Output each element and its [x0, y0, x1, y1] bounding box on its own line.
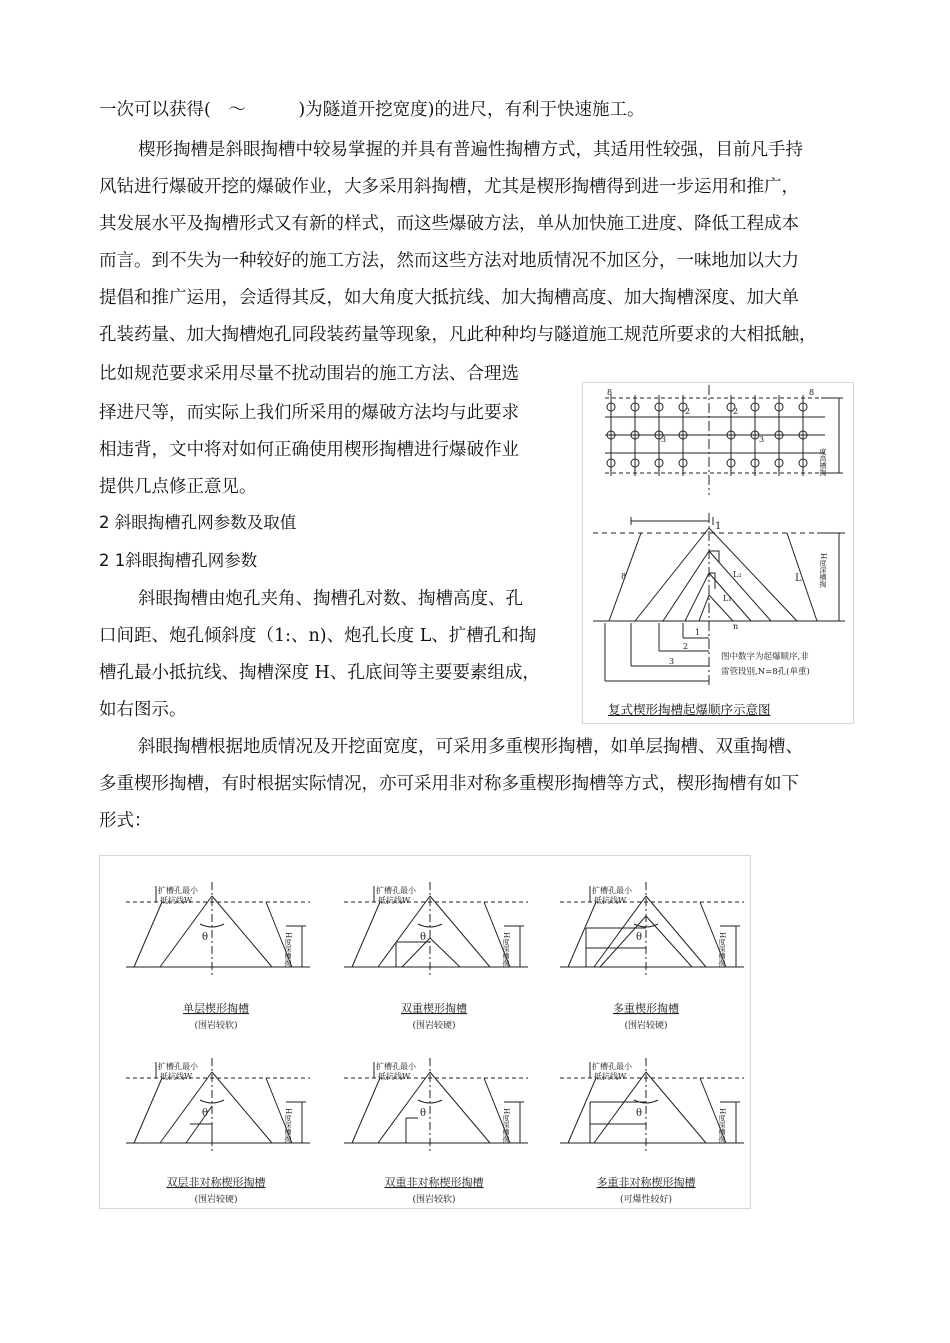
- hole-label: 8: [607, 388, 613, 397]
- text-line: 提供几点修正意见。: [99, 477, 257, 497]
- diagram-note: (可爆性较好): [619, 1195, 673, 1205]
- length-label: L₂: [733, 570, 742, 579]
- min-resistance-label: 抵抗线W: [378, 896, 411, 905]
- blast-sequence-diagram: [583, 383, 853, 723]
- angle-label: θ: [636, 1108, 643, 1119]
- min-resistance-label: 扩槽孔最小: [592, 886, 632, 895]
- wedge-cut-figure: [99, 855, 751, 1209]
- min-resistance-label: 抵抗线W: [160, 896, 193, 905]
- text-line: 而言。到不失为一种较好的施工方法，然而这些方法对地质情况不加区分，一味地加以大力: [99, 251, 799, 271]
- depth-label: H度深槽掏: [502, 932, 510, 967]
- diagram-note: (围岩较硬): [624, 1021, 668, 1031]
- subsection-heading: 2 1斜眼掏槽孔网参数: [99, 551, 258, 570]
- hole-label: 3: [759, 435, 765, 444]
- depth-label: H度深槽掏: [718, 1108, 726, 1143]
- diagram-title: 双层非对称楔形掏槽: [166, 1176, 266, 1189]
- depth-label: H度深槽掏: [284, 1108, 292, 1143]
- diagram-title: 单层楔形掏槽: [183, 1002, 249, 1015]
- wedge-cut-diagrams: [100, 856, 750, 1208]
- text-line: 一次可以获得( ～ )为隧道开挖宽度)的进尺，有利于快速施工。: [99, 100, 645, 120]
- text-line: 斜眼掏槽根据地质情况及开挖面宽度，可采用多重楔形掏槽，如单层掏槽、双重掏槽、: [138, 737, 803, 757]
- text-line: 相违背，文中将对如何正确使用楔形掏槽进行爆破作业: [99, 440, 519, 460]
- angle-label: θ: [202, 932, 209, 943]
- diagram-title: 双重楔形掏槽: [401, 1002, 467, 1015]
- hole-label: 2: [733, 407, 739, 416]
- text-line: 槽孔最小抵抗线、掏槽深度 H、孔底间等主要要素组成，: [99, 663, 540, 683]
- min-resistance-label: 扩槽孔最小: [158, 1062, 198, 1071]
- blast-sequence-figure: [582, 382, 854, 724]
- diagram-note: (围岩较硬): [412, 1021, 456, 1031]
- angle-label: θ: [202, 1108, 209, 1119]
- text-line: 提倡和推广运用，会适得其反，如大角度大抵抗线、加大掏槽高度、加大掏槽深度、加大单: [99, 288, 799, 308]
- text-line: 比如规范要求采用尽量不扰动围岩的施工方法、合理选: [99, 364, 519, 384]
- depth-label: H度深槽掏: [819, 553, 827, 588]
- angle-label: θ: [420, 1108, 427, 1119]
- text-line: 多重楔形掏槽，有时根据实际情况，亦可采用非对称多重楔形掏槽等方式，楔形掏槽有如下: [99, 774, 799, 794]
- min-resistance-label: 抵抗线W: [378, 1072, 411, 1081]
- hole-label: 8: [621, 572, 627, 581]
- length-label: L: [795, 573, 802, 584]
- depth-label: H度深槽掏: [284, 932, 292, 967]
- dim-label: 3: [669, 657, 675, 666]
- min-resistance-label: 抵抗线W: [594, 1072, 627, 1081]
- slope-label: n: [733, 622, 739, 631]
- text-line: 楔形掏槽是斜眼掏槽中较易掌握的并具有普遍性掏槽方式，其适用性较强，目前凡手持: [138, 140, 803, 160]
- diagram-note: (围岩较软): [194, 1021, 238, 1031]
- text-line: 如右图示。: [99, 700, 187, 720]
- text-line: 择进尺等，而实际上我们所采用的爆破方法均与此要求: [99, 403, 519, 423]
- text-line: 口间距、炮孔倾斜度（1:、n)、炮孔长度 L、扩槽孔和掏: [99, 626, 537, 646]
- section-heading: 2 斜眼掏槽孔网参数及取值: [99, 513, 297, 532]
- depth-label: H度深槽掏: [502, 1108, 510, 1143]
- diagram-note: (围岩较硬): [194, 1195, 238, 1205]
- dim-label: 2: [683, 642, 689, 651]
- hole-label: 2: [685, 407, 691, 416]
- angle-label: θ: [420, 932, 427, 943]
- diagram-title: 多重非对称楔形掏槽: [596, 1176, 696, 1189]
- hole-label: 8: [809, 388, 815, 397]
- hole-label: 3: [661, 435, 667, 444]
- figure-note: 图中数字为起爆顺序,非: [721, 652, 809, 662]
- text-line: 其发展水平及掏槽形式又有新的样式，而这些爆破方法，单从加快施工进度、降低工程成本: [99, 214, 799, 234]
- diagram-note: (围岩较软): [412, 1195, 456, 1205]
- min-resistance-label: 抵抗线W: [160, 1072, 193, 1081]
- min-resistance-label: 扩槽孔最小: [158, 886, 198, 895]
- figure-note: 雷管段别,N=8孔(单重): [721, 667, 810, 677]
- diagram-title: 多重楔形掏槽: [613, 1002, 679, 1015]
- min-resistance-label: 扩槽孔最小: [376, 1062, 416, 1071]
- depth-label: H度深槽掏: [718, 932, 726, 967]
- angle-label: θ: [636, 932, 643, 943]
- height-label: 度高槽掏: [819, 448, 827, 476]
- dim-label: 1: [695, 628, 701, 637]
- text-line: 斜眼掏槽由炮孔夹角、掏槽孔对数、掏槽高度、孔: [138, 589, 523, 609]
- diagram-title: 双重非对称楔形掏槽: [384, 1176, 484, 1189]
- hole-label: 1: [715, 521, 722, 532]
- length-label: L₁: [723, 594, 732, 603]
- text-line: 孔装药量、加大掏槽炮孔同段装药量等现象，凡此种种均与隧道施工规范所要求的大相抵触，: [99, 325, 817, 345]
- min-resistance-label: 扩槽孔最小: [592, 1062, 632, 1071]
- text-line: 形式：: [99, 811, 152, 831]
- text-line: 风钻进行爆破开挖的爆破作业，大多采用斜掏槽，尤其是楔形掏槽得到进一步运用和推广，: [99, 177, 799, 197]
- figure-caption: 复式楔形掏槽起爆顺序示意图: [608, 702, 771, 717]
- min-resistance-label: 扩槽孔最小: [376, 886, 416, 895]
- min-resistance-label: 抵抗线W: [594, 896, 627, 905]
